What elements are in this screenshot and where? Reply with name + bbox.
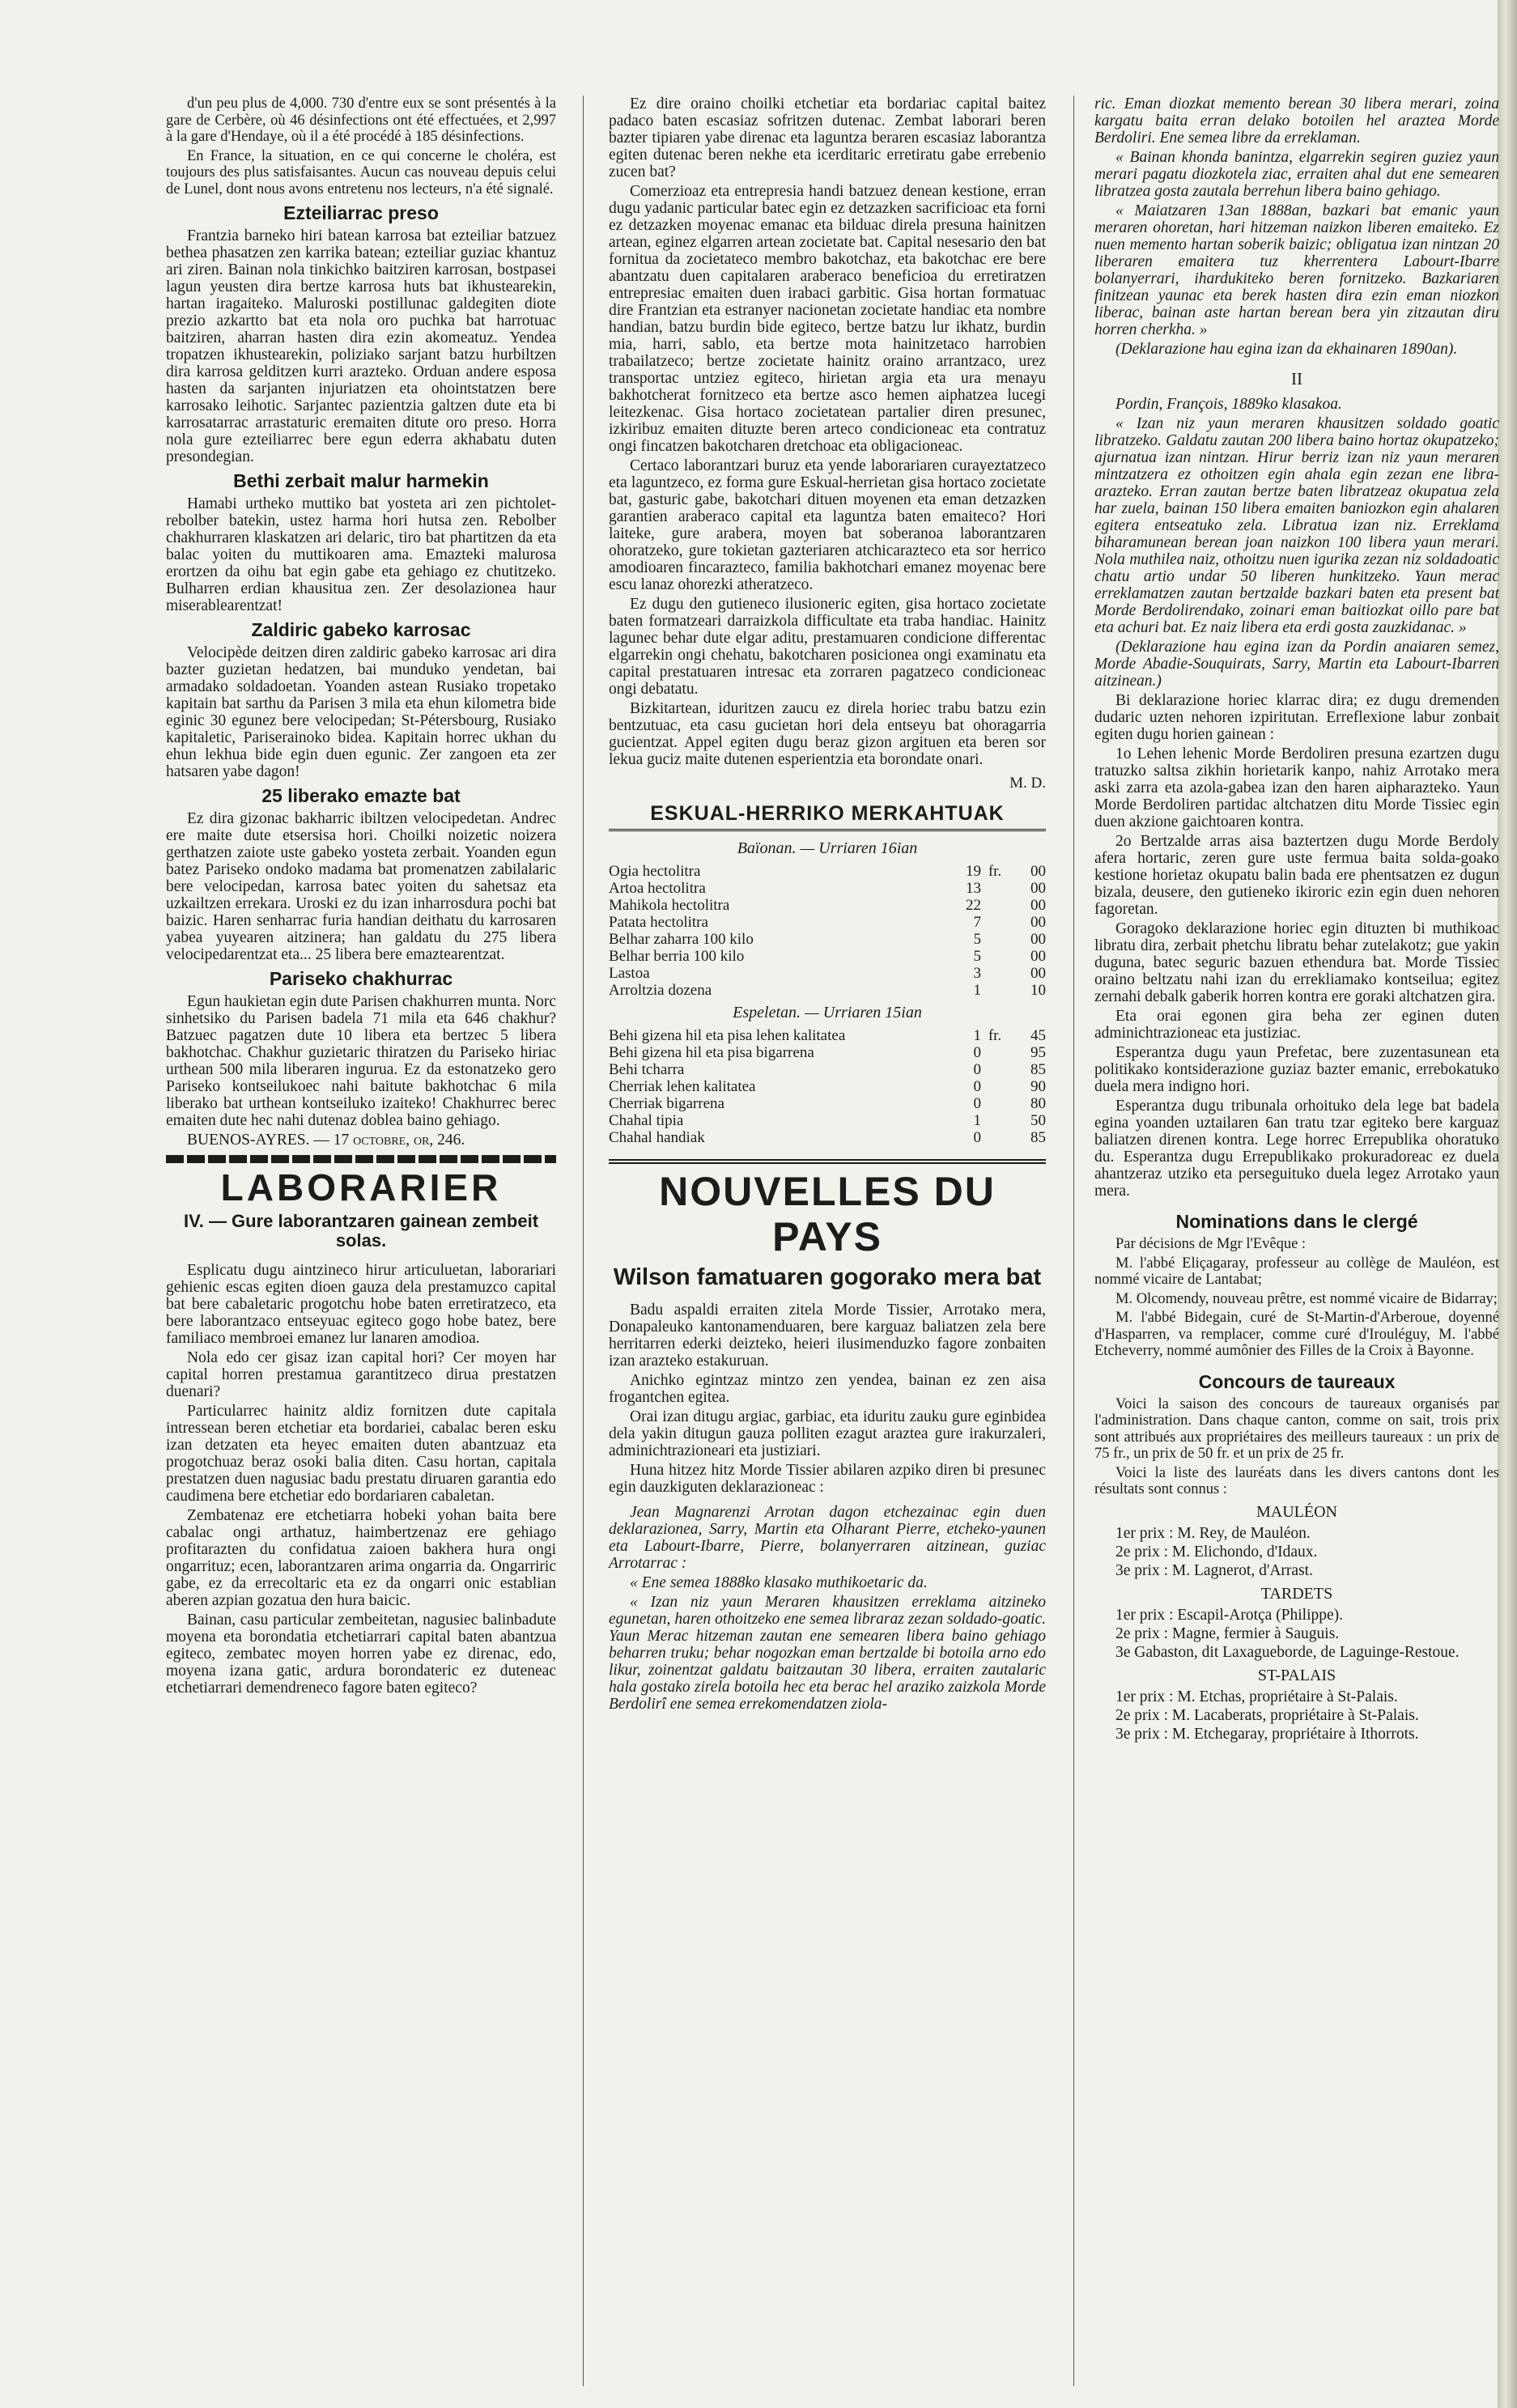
section-heading: Concours de taureaux xyxy=(1198,1370,1396,1392)
section-heading: Nominations dans le clergé xyxy=(1175,1211,1418,1232)
prize-line: 2e prix : M. Lacaberats, propriétaire à St-Palais. xyxy=(1115,1706,1419,1724)
article-paragraph: Bizkitartean, iduritzen zaucu ez direla horiec trabu batzu ezin bentzutuac, eta casu gucietan hori dela entseyu bat ohoragarria gucientzat. Appel egiten dugu beraz gizon argituen eta beren sor lekua guciz maite dutenen esperientzia eta borondate onari. xyxy=(609,700,1046,768)
market-item: Chahal handiak xyxy=(609,1129,705,1146)
market-price-cents: 00 xyxy=(1030,965,1046,982)
article-paragraph: Frantzia barneko hiri batean karrosa bat ezteiliar batzuez bethea phasatzen zen karrika batean; ezteiliar guziac khantuz ari ziren. Bainan nola tinkichko baitziren karrosan, bostpasei lagun yeusten dira bertze karrosa huts bat ikhustearekin, hartan iragaiteko. Maluroski postillunac galdegiten diote prezio azkartto bat eta nola oro puchka bat harrotuac baitziren, aharran hasten dira ezin akomeatuz. Yendea tropatzen ikhustearekin, poliziako sarjant batzu hurbiltzen dira karrosa gelditzen kurri arazteko. Orduan andere esposa hasten da sarjanten injuriatzen eta ohointstatzen bere karrosako leihotic. Sarjantec pazientzia galtzen dute eta bi karrosatarrac arrastaturic eremaiten ditute oro preso. Horra nola gure ezteiliarrec bere egun ederra akhabatu duten presondegian. xyxy=(166,227,556,465)
article-paragraph: Orai izan ditugu argiac, garbiac, eta iduritu zauku gure eginbidea dela yakin ditugun gauza polliten ezagut araztea gure irakurzaleri, adminichtrazioneari eta justiziari. xyxy=(609,1408,1046,1459)
market-price-whole: 1 xyxy=(973,1112,981,1129)
market-row xyxy=(609,1027,1046,1044)
market-price-whole: 13 xyxy=(966,880,981,897)
market-item: Patata hectolitra xyxy=(609,914,708,931)
market-unit xyxy=(981,1044,1009,1061)
market-item: Behi gizena hil eta pisa lehen kalitatea xyxy=(609,1027,846,1044)
market-price-whole: 1 xyxy=(973,1027,981,1044)
market-price-cents: 90 xyxy=(1030,1078,1046,1095)
section-banner-title: NOUVELLES DU PAYS xyxy=(609,1159,1046,1259)
market-item: Belhar zaharra 100 kilo xyxy=(609,931,754,948)
section-heading: Zaldiric gabeko karrosac xyxy=(251,619,471,640)
article-paragraph: Voici la saison des concours de taureaux organisés par l'administration. Dans chaque canton, comme on sait, trois prix sont attribués aux propriétaires des meilleurs taureaux : un prix de 75 fr., un prix de 50 fr. et un prix de 25 fr. xyxy=(1094,1395,1499,1462)
article-paragraph: En France, la situation, en ce qui concerne le choléra, est toujours des plus satisfaisantes. Aucun cas nouveau depuis celui de Lunel, dont nous avons entretenu nos lecteurs, n'a été signalé. xyxy=(166,147,556,197)
column-right xyxy=(1094,96,1499,2386)
market-price-whole: 1 xyxy=(973,982,981,999)
article-paragraph: Eta orai egonen gira beha zer eginen duten adminichtrazioneac eta justiziac. xyxy=(1094,1008,1499,1042)
article-paragraph: Velocipède deitzen diren zaldiric gabeko karrosac ari dira bazter guzietan hedatzen, bai munduko yendetan, bai armadako soldadoetan. Yoanden astean Rusiako tropetako kapitain bat sarthu da Parisen 3 mila eta ehun kilometra bide eginic 30 egunez bere velocipedan; St-Pétersbourg, Rusiako kapitaletic, Pariserainoko bidea. Kapitain horrec ukhan du ehun lekhua bide egin duen egunic. Zer zangoen eta zer hatsaren yabe dagon! xyxy=(166,644,556,780)
market-item: Ogia hectolitra xyxy=(609,863,701,880)
article-paragraph: Particularrec hainitz aldiz fornitzen dute capitala intressean beren etchetiar eta bordariei, cabalac beren esku izan detzaten eta heyec emaiten duten abantzuaz eta progotchuaz beraz osoki balia diten. Casu hortan, capitala prestatzen duen nagusiac badu prestatu diruaren garantia edo caudimena bere etchetiar edo bordariaren cabaletan. xyxy=(166,1403,556,1505)
market-subheading: Baïonan. — Urriaren 16ian xyxy=(737,839,918,857)
prize-line: 1er prix : Escapil-Arotça (Philippe). xyxy=(1115,1606,1344,1624)
market-row xyxy=(609,914,1046,931)
market-item: Cherriak bigarrena xyxy=(609,1095,725,1112)
market-row xyxy=(609,1078,1046,1095)
article-paragraph: Comerzioaz eta entrepresia handi batzuez denean kestione, erran dugu yadanic particular batec egin ez detzazken sacrificioac eta forni ez detzazken moyenac emanac eta bilduac direla presuna hainitzen artean, eginez elgarren artean zocietate bat. Capital nesesario den bat fornitua da zocietateco membro bakotchaz, eta bakotchac ere bere abantzatu duen capitalaren araberaco beneficioa du erretiratzen entrepresiac emaiten duen irabaci garbitic. Gisa hortan formatuac dire Frantzian eta estranyer nacionetan zocietate handiac eta nombre handian, batzu burdin bide egiteco, bertze batzu lur ikhatz, burdin mia, harri, sablo, eta bertze mota hainitzetaco harrobien trabailatzeco; bertze zocietate hainitz oraino arrantzaco, urez transportac untziez egiteco, hirietan argia eta ura menayu bakhotcherat fornitzeco eta bertze asco hemen aiphatzea lucegi leitezkenac. Gisa hortaco zocietatean partalier diren presunec, izkiribuz emaiten dituzte beren arteco condicioneac eta contratuz ongi fincatzen bakotcharen dretchoac eta obligacioneac. xyxy=(609,183,1046,455)
market-unit xyxy=(981,1129,1009,1146)
market-price-cents: 00 xyxy=(1030,948,1046,965)
section-subtitle: IV. — Gure laborantzaren gainean zembeit solas. xyxy=(183,1211,539,1251)
market-price-cents: 00 xyxy=(1030,880,1046,897)
market-unit xyxy=(981,965,1009,982)
declarant-name: Pordin, François, 1889ko klasakoa. xyxy=(1115,396,1342,413)
article-paragraph: Esperantza dugu tribunala orhoituko dela lege bat badela egina yoanden uztailaren 6an tratu tzar egiteko bere karguaz baliatzen direnen kontra. Lege horrec Errepublika ohoratuko du. Esperantza dugu Errepublikako prokuradoreac ez duela ahantzeraz utziko eta perseguituko duela legez Arrotako yaun mera. xyxy=(1094,1098,1499,1200)
market-row xyxy=(609,931,1046,948)
article-paragraph: M. l'abbé Eliçagaray, professeur au collège de Mauléon, est nommé vicaire de Lantabat; xyxy=(1094,1255,1499,1288)
article-paragraph: Huna hitzez hitz Morde Tissier abilaren azpiko diren bi presunec egin dauzkiguten deklarazioneac : xyxy=(609,1462,1046,1496)
market-unit xyxy=(981,931,1009,948)
article-paragraph: Certaco laborantzari buruz eta yende laborariaren curayeztatzeco eta laguntzeco, ez forma gure Eskual-herrietan gisa hortaco zocietate bat, gasturic gabe, bakotchari dituen moyenen eta eman detzazken garantien araberaco capital eta laguntza baten emaiteco? Hori laiteke, gure arabera, moyen bat soberanoa laborantzaren ohoratzeko, gure tokietan gazteriaren atchicarazteco eta sor herrico amodioaren fincarazteco, familia bakhotchari emanez moyenac bere escu lanaz ohorezki atheratzeco. xyxy=(609,457,1046,593)
article-paragraph: Esperantza dugu yaun Prefetac, bere zuzentasunean eta politikako kontsiderazione guziaz bazter emanic, errebokatuko duela mera indigno hori. xyxy=(1094,1044,1499,1095)
market-unit xyxy=(981,1112,1009,1129)
article-paragraph: Zembatenaz ere etchetiarra hobeki yohan baita bere cabalac ongi arthatuz, haimbertzenaz ere gehiago profitarazten du confidatua zaioen bakhera hura ongi ongarrituz; ecen, laborantzaren arima ongarria da. Ongarriric gabe, ez da errecoltaric eta ez da ongarri onic establian aberen azpian gozatua den hura baicic. xyxy=(166,1507,556,1609)
market-item: Artoa hectolitra xyxy=(609,880,706,897)
column-middle xyxy=(609,96,1046,1715)
dateline: BUENOS-AYRES. — 17 octobre, or, 246. xyxy=(187,1132,465,1149)
market-price-whole: 7 xyxy=(973,914,981,931)
market-table-bayonne xyxy=(609,863,1046,999)
quoted-declaration: « Izan niz yaun Meraren khausitzen erreklama aitzineko egunetan, haren othoitzeko ene semea libraraz zezan soldado-goatic. Yaun Merac hitzeman zautan ene semearen libera baino gehiago beharren truku; behar nogozkan eman bertzalde bi botoila arno edo likur, zoinentzat galdatu baitzautan 30 libera, erraiten zautalaric hala gostako zirela botoila hec eta berac hel araziko zaizkola Morde Berdolirî ene semea errekomendatzen ziola- xyxy=(609,1594,1046,1713)
market-table-espelette xyxy=(609,1027,1046,1146)
market-price-whole: 0 xyxy=(973,1078,981,1095)
article-paragraph: Goragoko deklarazione horiec egin dituzten bi muthikoac libratu dira, zerbait phetchu libratu behar zutelakotz; gue yakin duguna, batec seguric bazuen ethendura bat. Morde Tissiec oraino beltzatu nahi izan du errekliamako kontseilua; egitez zernahi debalk gaberik horren kontra ere goraki altchatzen gira. xyxy=(1094,920,1499,1005)
market-price-whole: 3 xyxy=(973,965,981,982)
column-left xyxy=(166,96,556,1699)
market-unit xyxy=(981,982,1009,999)
market-heading: ESKUAL-HERRIKO MERKAHTUAK xyxy=(609,802,1046,831)
market-item: Mahikola hectolitra xyxy=(609,897,730,914)
article-paragraph: 1o Lehen lehenic Morde Berdoliren presuna ezartzen dugu tratuzko saltsa zikhin horietarik kanpo, nahiz Arrotako mera aski zarra eta azola-gabea izan den haren aipharazteko. Yaun Morde Berdoliren partidac altchatzen ditu Morde Tissiec egin duen akzione gaichtoaren kontra. xyxy=(1094,745,1499,830)
article-paragraph: Nola edo cer gisaz izan capital hori? Cer moyen har capital horren prestamua garantitzeco dirua prestatzen duenari? xyxy=(166,1349,556,1400)
article-paragraph: Bi deklarazione horiec klarrac dira; ez dugu dremenden dudaric uzten nehoren izpiritutan. Erreflexione labur zonbait egiten dugu horien gainean : xyxy=(1094,692,1499,743)
market-row xyxy=(609,897,1046,914)
market-unit xyxy=(981,880,1009,897)
article-paragraph: 2o Bertzalde arras aisa baztertzen dugu Morde Berdoly afera hortaric, zeren gure uste fermua baita solda-goako kestione horietaz okupatu balin bada ere phentsatzen ez dugun bizala, deusere, den gutieneko ikiroric ezin egin duen nehoren fagoretan. xyxy=(1094,833,1499,918)
market-price-cents: 85 xyxy=(1030,1129,1046,1146)
market-unit xyxy=(981,897,1009,914)
market-item: Chahal tipia xyxy=(609,1112,684,1129)
market-price-whole: 5 xyxy=(973,948,981,965)
canton-heading: TARDETS xyxy=(1260,1584,1333,1603)
article-paragraph: d'un peu plus de 4,000. 730 d'entre eux se sont présentés à la gare de Cerbère, où 46 désinfections ont été effectuées, et 2,997 à la gare d'Hendaye, où il a été procédé à 185 désinfections. xyxy=(166,96,556,145)
market-row xyxy=(609,1061,1046,1078)
prize-line: 2e prix : M. Elichondo, d'Idaux. xyxy=(1115,1543,1318,1561)
quoted-declaration: « Maiatzaren 13an 1888an, bazkari bat emanic yaun meraren ohoretan, hari hitzeman naizkon liberen emaiteko. Ez nuen memento hartan soberik baizic; obligatua izan nintzan 20 liberaren emaitera tuz kherrentera Labourt-Ibarre bolanyerrari, ihardukiteko beren fornitzeko. Bazkariaren finitzean yaunac eta berek hasten dira ezin eman niozkon liberac, bainan aste hartan berean bera yin zitzautan diru horren cherkha. » xyxy=(1094,202,1499,338)
prize-line: 2e prix : Magne, fermier à Sauguis. xyxy=(1115,1624,1340,1642)
article-paragraph: Anichko egintzaz mintzo zen yendea, bainan ez zen aisa frogantchen egitea. xyxy=(609,1372,1046,1406)
market-item: Arroltzia dozena xyxy=(609,982,712,999)
market-price-whole: 22 xyxy=(966,897,981,914)
market-row xyxy=(609,1044,1046,1061)
market-price-cents: 95 xyxy=(1030,1044,1046,1061)
market-row xyxy=(609,1095,1046,1112)
article-paragraph: Hamabi urtheko muttiko bat yosteta ari zen pichtolet-rebolber batekin, ustez harma hori hutsa zen. Rebolber chakhurraren klaskatzen ari delaric, tiro bat phartitzen da eta balac yoiten du muttikoaren ama. Emazteki malurosa erortzen da oihu bat egin gabe eta gehiago ez chutitzeko. Bulharren erdian khausitua zen. Zer desolazionea haur miserablearentzat! xyxy=(166,495,556,614)
market-price-cents: 85 xyxy=(1030,1061,1046,1078)
quoted-declaration: « Izan niz yaun meraren khausitzen soldado goatic libratzeko. Galdatu zautan 200 libera baino hortaz okupatzeko; ajurnatua izan nintzan. Hirur berriz izan niz yaun meraren mintzatzera ez othoitzen egin ahala egin zezan ene libra-arazteko. Erran zautan bertze baten libratzeaz okupatua zela har zuela, bainan 150 libera emaiten baniozkon egin ahalaren egitera entseatuko zela. Libratua izan niz. Erreklama biharamunean berean joan naizkon 100 libera yaun merari. Nola muthilea naiz, othoitzu nuen igurika zezan niz soldadoatic chatu artio undar 50 liberen hunkitzeko. Yaun merac erreklamatzen zautan bertzalde bazkari baten eta present bat Morde Berdolirendako, zoinari eman baitiozkat oillo pare bat eta achuri bat. Ez naiz libera eta erdi gosta zauzkidanac. » xyxy=(1094,415,1499,636)
prize-line: 3e prix : M. Etchegaray, propriétaire à Ithorrots. xyxy=(1115,1725,1419,1743)
market-row xyxy=(609,1129,1046,1146)
prize-line: 3e Gabaston, dit Laxagueborde, de Laguinge-Restoue. xyxy=(1115,1643,1460,1661)
market-item: Behi gizena hil eta pisa bigarrena xyxy=(609,1044,814,1061)
article-paragraph: Par décisions de Mgr l'Evêque : xyxy=(1115,1236,1307,1252)
market-unit xyxy=(981,1078,1009,1095)
prize-line: 1er prix : M. Etchas, propriétaire à St-Palais. xyxy=(1115,1688,1398,1705)
market-price-cents: 80 xyxy=(1030,1095,1046,1112)
market-price-cents: 00 xyxy=(1030,931,1046,948)
market-price-whole: 0 xyxy=(973,1095,981,1112)
quoted-declaration: ric. Eman diozkat memento berean 30 libera merari, zoina kargatu baita erran delako botoilen hel araztea Morde Berdoliri. Ene semea libre da erreklaman. xyxy=(1094,96,1499,147)
market-unit xyxy=(981,948,1009,965)
market-unit xyxy=(981,1095,1009,1112)
market-price-cents: 10 xyxy=(1030,982,1046,999)
market-price-whole: 19 xyxy=(966,863,981,880)
author-signoff: M. D. xyxy=(1009,775,1046,792)
quoted-declaration: « Bainan khonda banintza, elgarrekin segiren guziez yaun merari pagatu diozkotela ziac, erraiten ahal dut ene semearen libratzea gosta zautala berrehun libera baino gehiago. xyxy=(1094,149,1499,200)
section-banner-title: LABORARIER xyxy=(220,1166,502,1208)
section-heading: Ezteiliarrac preso xyxy=(283,202,439,223)
market-price-cents: 50 xyxy=(1030,1112,1046,1129)
section-heading: Pariseko chakhurrac xyxy=(269,968,453,989)
column-rule-right xyxy=(1073,96,1074,2386)
market-row xyxy=(609,863,1046,880)
quoted-declaration: Jean Magnarenzi Arrotan dagon etchezainac egin duen deklarazionea, Sarry, Martin eta Olharant Pierre, etcheko-yaunen eta Labourt-Ibarre, Pierre, bolanyerraren aitzinean, guziac Arrotarrac : xyxy=(609,1504,1046,1572)
market-unit xyxy=(981,1061,1009,1078)
market-price-cents: 00 xyxy=(1030,914,1046,931)
market-subheading: Espeletan. — Urriaren 15ian xyxy=(733,1004,922,1021)
article-headline: Wilson famatuaren gogorako mera bat xyxy=(613,1264,1042,1290)
article-paragraph: M. l'abbé Bidegain, curé de St-Martin-d'Arberoue, doyenné d'Hasparren, va remplacer, comme curé d'Irouléguy, M. l'abbé Etcheverry, nommé aumônier des Filles de la Croix à Bayonne. xyxy=(1094,1310,1499,1359)
article-paragraph: Esplicatu dugu aintzineco hirur articuluetan, laborariari gehienic escas egiten dioen gauza dela prestamuzco capital bat bere cabaletaric progotchu hobe baten erretiratzeco, eta bere laborantzaco entseyuac egiteco gogo hobe batez, bere familiaco membroei emanez lur lanaren amodioa. xyxy=(166,1262,556,1347)
market-price-cents: 00 xyxy=(1030,897,1046,914)
market-item: Behi tcharra xyxy=(609,1061,685,1078)
market-row xyxy=(609,948,1046,965)
market-price-cents: 45 xyxy=(1030,1027,1046,1044)
article-paragraph: Ez dugu den gutieneco ilusioneric egiten, gisa hortaco zocietate baten formatzeari darraizkola difficultate eta traba handiac. Hainitz lagunec behar dute elgar aditu, prestamuaren condicione differentac elgarrekin ongi chehatu, bakotcharen posicionea ongi examinatu eta capital prestatuaren intresac eta zorraren pagatzeco condicioneac ongi debatatu. xyxy=(609,596,1046,698)
market-item: Cherriak lehen kalitatea xyxy=(609,1078,756,1095)
prize-line: 3e prix : M. Lagnerot, d'Arrast. xyxy=(1115,1561,1313,1579)
section-heading: Bethi zerbait malur harmekin xyxy=(233,470,489,491)
market-price-whole: 0 xyxy=(973,1044,981,1061)
market-row xyxy=(609,880,1046,897)
market-row xyxy=(609,965,1046,982)
market-price-whole: 0 xyxy=(973,1061,981,1078)
article-paragraph: Ez dira gizonac bakharric ibiltzen velocipedetan. Andrec ere maite dute etsersisa hori. Choilki noizetic noizera gerthatzen zaiote uste gabeko yosteta zerbait. Yoanden egun batez Pariseko ondoko madama bat promenatzen zabilalaric bere velocipedan, karrosa batec yoiten du sahetsaz eta uzkailtzen errekara. Uroski ez du izan inharrosdura pochi bat baizic. Haren senharrac furia handian deithatu du karrosaren yabea yuyearen aitzinera; han galdatu du 275 libera velocipedarentzat eta... 25 libera bere emaztearentzat. xyxy=(166,810,556,963)
article-paragraph: Voici la liste des lauréats dans les divers cantons dont les résultats sont connus : xyxy=(1094,1464,1499,1497)
market-price-cents: 00 xyxy=(1030,863,1046,880)
column-rule-left xyxy=(583,96,584,2386)
market-unit: fr. xyxy=(988,863,1002,880)
canton-heading: MAULÉON xyxy=(1256,1502,1337,1521)
section-numeral: II xyxy=(1291,369,1302,389)
article-paragraph: Ez dire oraino choilki etchetiar eta bordariac capital baitez padaco baten escasiaz sofritzen dutenac. Zembat laborari beren bazter tipiaren yabe direnac eta laguntza beraren escasiaz laborantza egiten dutenac beren nekhe eta icerditaric erretiratu gabe errebenio zucen bat? xyxy=(609,96,1046,180)
decorative-rule xyxy=(166,1155,556,1163)
market-item: Lastoa xyxy=(609,965,650,982)
quoted-declaration: « Ene semea 1888ko klasako muthikoetaric da. xyxy=(630,1574,928,1591)
market-unit xyxy=(981,914,1009,931)
market-item: Belhar berria 100 kilo xyxy=(609,948,745,965)
market-row xyxy=(609,982,1046,999)
market-unit: fr. xyxy=(988,1027,1002,1044)
page-binding-shadow xyxy=(1498,0,1517,2408)
quoted-declaration: (Deklarazione hau egina izan da Pordin anaiaren semez, Morde Abadie-Souquirats, Sarry, Martin eta Labourt-Ibarren aitzinean.) xyxy=(1094,639,1499,690)
canton-heading: ST-PALAIS xyxy=(1257,1666,1336,1684)
prize-line: 1er prix : M. Rey, de Mauléon. xyxy=(1115,1524,1311,1542)
article-paragraph: M. Olcomendy, nouveau prêtre, est nommé vicaire de Bidarray; xyxy=(1115,1290,1498,1307)
article-paragraph: Egun haukietan egin dute Parisen chakhurren munta. Norc sinhetsiko du Parisen badela 71 mila eta 646 chakhur? Batzuec pagatzen dute 10 libera eta bertzec 5 libera bakhotchac. Chakhur guzietaric thiratzen du Pariseko hiriac urthean 500 mila liberaren ingurua. Ez da estonatzeko gero Pariseko kontseilukoec nahi baitute bakhotchac 6 mila liberako bat urthean kontseiluko izaiteko! Chakhurrec berec emaiten dute hec nahi dutenaz doblea baino gehiago. xyxy=(166,993,556,1129)
article-paragraph: Bainan, casu particular zembeitetan, nagusiec balinbadute moyena eta borondatia etchetiarrari capital baten abantzua egiteco, zembatec moyen horren yabe ez direnac, edo, moyena izana gatic, ardura borondateric ez duteneac etchetiarrari demendreneco fagore baten egiteco? xyxy=(166,1612,556,1697)
market-row xyxy=(609,1112,1046,1129)
market-price-whole: 0 xyxy=(973,1129,981,1146)
article-paragraph: Badu aspaldi erraiten zitela Morde Tissier, Arrotako mera, Donapaleuko kantonamenduaren, bere karguaz baliatzen zela bere herritarren ederki deizteko, heieri ilusimenduzko fagore zonbaiten izan arazteko estakuruan. xyxy=(609,1302,1046,1370)
quoted-declaration: (Deklarazione hau egina izan da ekhainaren 1890an). xyxy=(1115,341,1458,358)
market-price-whole: 5 xyxy=(973,931,981,948)
section-heading: 25 liberako emazte bat xyxy=(261,785,461,806)
